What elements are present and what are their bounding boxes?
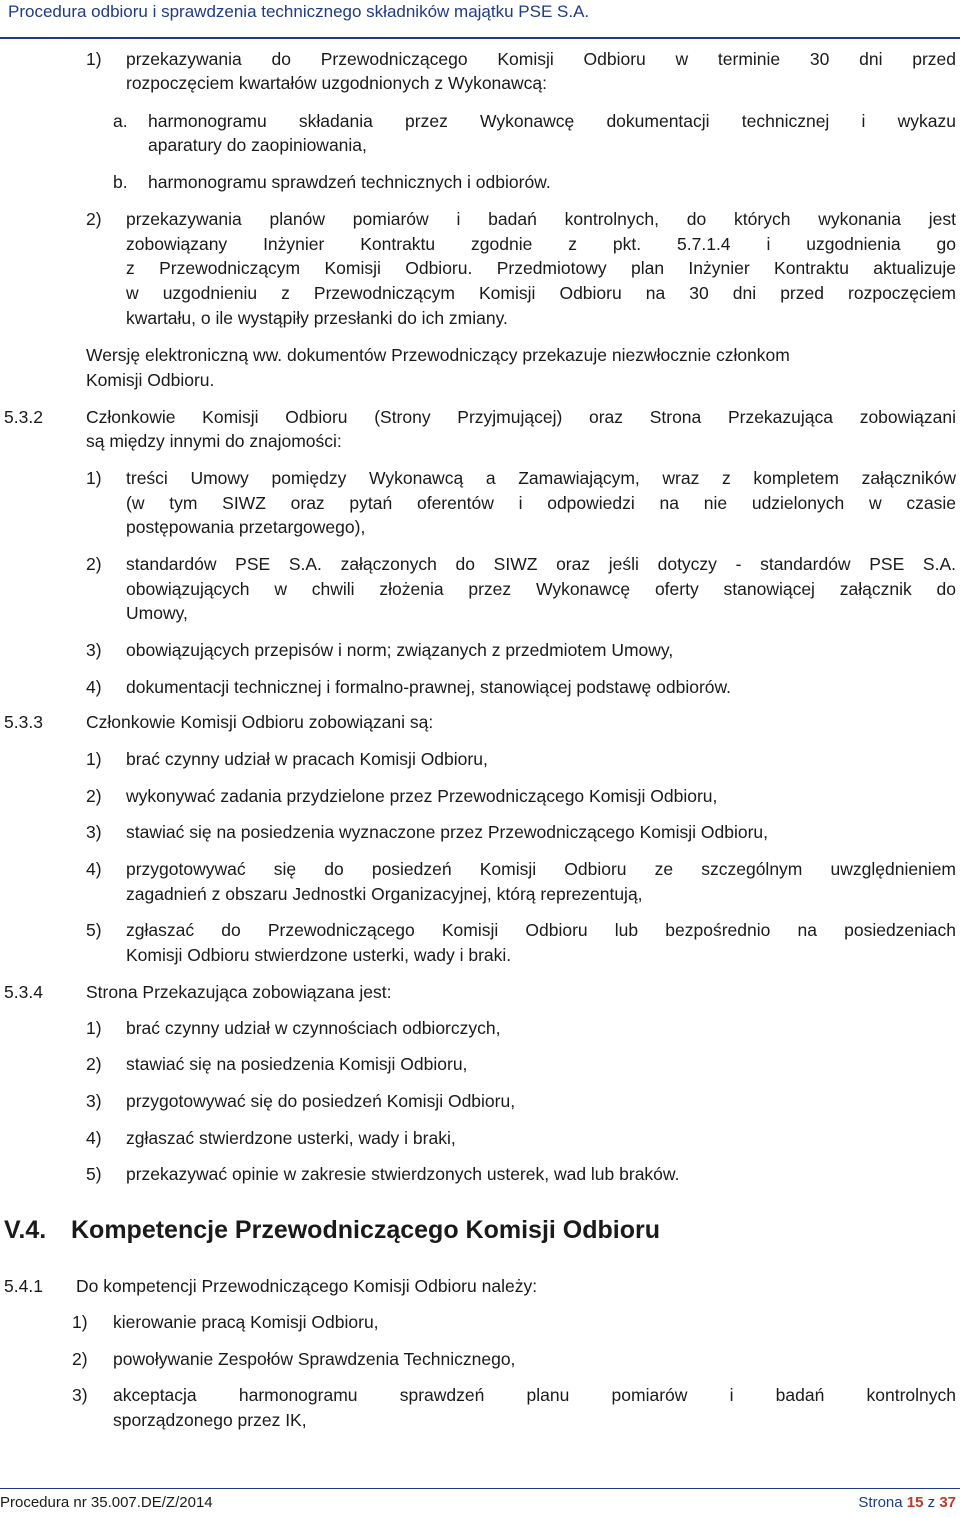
list-item-text: przygotowywać się do posiedzeń Komisji Odbioru ze szczególnym uwzględnieniem bbox=[126, 859, 956, 879]
list-letter: b. bbox=[113, 172, 128, 192]
list-number: 1) bbox=[72, 1312, 88, 1332]
list-number: 2) bbox=[86, 554, 102, 574]
paragraph-text: są między innymi do znajomości: bbox=[86, 431, 342, 451]
footer-total-pages: 37 bbox=[939, 1494, 956, 1511]
list-item-text: wykonywać zadania przydzielone przez Przewodniczącego Komisji Odbioru, bbox=[126, 786, 718, 806]
paragraph-text: Strona Przekazująca zobowiązana jest: bbox=[86, 982, 392, 1002]
list-number: 2) bbox=[86, 209, 102, 229]
list-number: 3) bbox=[86, 822, 102, 842]
page-header-title: Procedura odbioru i sprawdzenia technicznego składników majątku PSE S.A. bbox=[8, 2, 590, 21]
list-item-text: zgłaszać stwierdzone usterki, wady i braki, bbox=[126, 1128, 456, 1148]
list-number: 3) bbox=[86, 1091, 102, 1111]
list-item-text: treści Umowy pomiędzy Wykonawcą a Zamawiającym, wraz z kompletem załączników bbox=[126, 468, 956, 488]
section-number: 5.3.2 bbox=[4, 407, 43, 427]
list-item-text: zgłaszać do Przewodniczącego Komisji Odbioru lub bezpośrednio na posiedzeniach bbox=[126, 920, 956, 940]
footer-of-label: z bbox=[927, 1494, 936, 1511]
list-item-text: przekazywania planów pomiarów i badań kontrolnych, do których wykonania jest bbox=[126, 209, 956, 229]
list-item-text: Komisji Odbioru stwierdzone usterki, wady i braki. bbox=[126, 945, 512, 965]
header-rule bbox=[0, 37, 960, 39]
list-item-text: harmonogramu sprawdzeń technicznych i odbiorów. bbox=[148, 172, 551, 192]
list-number: 1) bbox=[86, 749, 102, 769]
list-item-text: zobowiązany Inżynier Kontraktu zgodnie z pkt. 5.7.1.4 i uzgodnienia go bbox=[126, 234, 956, 254]
list-item-text: akceptacja harmonogramu sprawdzeń planu pomiarów i badań kontrolnych bbox=[113, 1385, 956, 1405]
list-item-text: kwartału, o ile wystąpiły przesłanki do ich zmiany. bbox=[126, 308, 508, 328]
list-number: 1) bbox=[86, 49, 102, 69]
list-number: 5) bbox=[86, 920, 102, 940]
list-item-text: brać czynny udział w czynnościach odbiorczych, bbox=[126, 1018, 501, 1038]
list-number: 1) bbox=[86, 468, 102, 488]
list-item-text: (w tym SIWZ oraz pytań oferentów i odpowiedzi na nie udzielonych w czasie bbox=[126, 493, 956, 513]
list-number: 2) bbox=[86, 1054, 102, 1074]
list-number: 2) bbox=[72, 1349, 88, 1369]
list-letter: a. bbox=[113, 111, 128, 131]
footer-procedure-number: Procedura nr 35.007.DE/Z/2014 bbox=[0, 1494, 213, 1511]
footer-page-indicator bbox=[858, 1494, 956, 1511]
list-item-text: aparatury do zaopiniowania, bbox=[148, 135, 367, 155]
list-item-text: Umowy, bbox=[126, 603, 188, 623]
list-item-text: obowiązujących przepisów i norm; związanych z przedmiotem Umowy, bbox=[126, 640, 674, 660]
list-item-text: dokumentacji technicznej i formalno-prawnej, stanowiącej podstawę odbiorów. bbox=[126, 677, 732, 697]
list-item-text: standardów PSE S.A. załączonych do SIWZ oraz jeśli dotyczy - standardów PSE S.A. bbox=[126, 554, 956, 574]
list-number: 3) bbox=[72, 1385, 88, 1405]
paragraph-text: Członkowie Komisji Odbioru (Strony Przyjmującej) oraz Strona Przekazująca zobowiązani bbox=[86, 407, 956, 427]
list-item-text: przygotowywać się do posiedzeń Komisji Odbioru, bbox=[126, 1091, 516, 1111]
list-number: 3) bbox=[86, 640, 102, 660]
list-item-text: brać czynny udział w pracach Komisji Odbioru, bbox=[126, 749, 488, 769]
section-number: 5.3.3 bbox=[4, 712, 43, 732]
list-item-text: przekazywania do Przewodniczącego Komisji Odbioru w terminie 30 dni przed bbox=[126, 49, 956, 69]
section-number: 5.4.1 bbox=[4, 1276, 43, 1296]
section-heading-number: V.4. bbox=[4, 1216, 47, 1244]
list-item-text: obowiązujących w chwili złożenia przez Wykonawcę oferty stanowiącej załącznik do bbox=[126, 579, 956, 599]
list-item-text: rozpoczęciem kwartałów uzgodnionych z Wykonawcą: bbox=[126, 73, 547, 93]
list-number: 5) bbox=[86, 1164, 102, 1184]
list-item-text: z Przewodniczącym Komisji Odbioru. Przedmiotowy plan Inżynier Kontraktu aktualizuje bbox=[126, 258, 956, 278]
list-item-text: stawiać się na posiedzenia wyznaczone przez Przewodniczącego Komisji Odbioru, bbox=[126, 822, 768, 842]
list-item-text: harmonogramu składania przez Wykonawcę dokumentacji technicznej i wykazu bbox=[148, 111, 956, 131]
list-number: 4) bbox=[86, 1128, 102, 1148]
list-item-text: postępowania przetargowego), bbox=[126, 517, 366, 537]
footer-rule bbox=[0, 1488, 960, 1489]
list-item-text: sporządzonego przez IK, bbox=[113, 1410, 307, 1430]
list-number: 4) bbox=[86, 677, 102, 697]
paragraph-text: Komisji Odbioru. bbox=[86, 370, 215, 390]
paragraph-text: Wersję elektroniczną ww. dokumentów Przewodniczący przekazuje niezwłocznie członkom bbox=[86, 345, 790, 365]
paragraph-text: Do kompetencji Przewodniczącego Komisji Odbioru należy: bbox=[76, 1276, 538, 1296]
section-number: 5.3.4 bbox=[4, 982, 43, 1002]
section-heading-title: Kompetencje Przewodniczącego Komisji Odbioru bbox=[71, 1216, 660, 1244]
list-number: 1) bbox=[86, 1018, 102, 1038]
footer-strona-label: Strona bbox=[858, 1494, 903, 1511]
list-item-text: kierowanie pracą Komisji Odbioru, bbox=[113, 1312, 379, 1332]
list-number: 4) bbox=[86, 859, 102, 879]
list-item-text: przekazywać opinie w zakresie stwierdzonych usterek, wad lub braków. bbox=[126, 1164, 680, 1184]
list-item-text: w uzgodnieniu z Przewodniczącym Komisji Odbioru na 30 dni przed rozpoczęciem bbox=[126, 283, 956, 303]
list-number: 2) bbox=[86, 786, 102, 806]
footer-page-number: 15 bbox=[906, 1494, 924, 1511]
list-item-text: zagadnień z obszaru Jednostki Organizacyjnej, którą reprezentują, bbox=[126, 884, 643, 904]
list-item-text: stawiać się na posiedzenia Komisji Odbioru, bbox=[126, 1054, 468, 1074]
paragraph-text: Członkowie Komisji Odbioru zobowiązani są: bbox=[86, 712, 434, 732]
list-item-text: powoływanie Zespołów Sprawdzenia Technicznego, bbox=[113, 1349, 516, 1369]
